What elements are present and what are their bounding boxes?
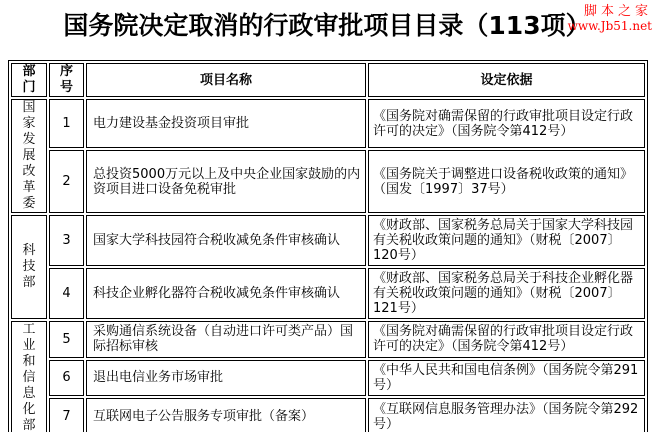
table-row: [11, 150, 645, 213]
basis-cell: 《中华人民共和国电信条例》（国务院令第291号）: [368, 360, 645, 397]
col-header-department: 部门: [11, 63, 47, 97]
table-row: [11, 268, 645, 319]
watermark-site-url: www.Jb51.net: [567, 19, 652, 33]
basis-cell: 《财政部、国家税务总局关于国家大学科技园有关税收政策问题的通知》（财税〔2007〕120号）: [368, 215, 645, 266]
basis-cell: 《互联网信息服务管理办法》（国务院令第292号）: [368, 398, 645, 432]
col-header-project: 项目名称: [86, 63, 366, 97]
department-cell: 国家发展改革委: [11, 99, 47, 213]
page-title: 国务院决定取消的行政审批项目目录（113项）: [63, 11, 591, 40]
serial-cell: 5: [49, 321, 84, 358]
department-cell: 科技部: [11, 215, 47, 319]
table-row: [11, 215, 645, 266]
basis-cell: 《国务院对确需保留的行政审批项目设定行政许可的决定》（国务院令第412号）: [368, 99, 645, 148]
table-header-row: [11, 63, 645, 97]
table-row: [11, 360, 645, 397]
basis-cell: 《国务院关于调整进口设备税收政策的通知》（国发〔1997〕37号）: [368, 150, 645, 213]
table-row: [11, 99, 645, 148]
serial-cell: 1: [49, 99, 84, 148]
project-cell: 国家大学科技园符合税收减免条件审核确认: [86, 215, 366, 266]
serial-cell: 6: [49, 360, 84, 397]
project-cell: 总投资5000万元以上及中央企业国家鼓励的内资项目进口设备免税审批: [86, 150, 366, 213]
serial-cell: 4: [49, 268, 84, 319]
project-cell: 采购通信系统设备（自动进口许可类产品）国际招标审核: [86, 321, 366, 358]
table-row: [11, 398, 645, 432]
serial-cell: 7: [49, 398, 84, 432]
col-header-serial: 序号: [49, 63, 84, 97]
serial-cell: 3: [49, 215, 84, 266]
project-cell: 互联网电子公告服务专项审批（备案）: [86, 398, 366, 432]
col-header-basis: 设定依据: [368, 63, 645, 97]
project-cell: 退出电信业务市场审批: [86, 360, 366, 397]
watermark: [568, 4, 652, 34]
table-row: [11, 321, 645, 358]
basis-cell: 《财政部、国家税务总局关于科技企业孵化器有关税收政策问题的通知》（财税〔2007〕121号）: [368, 268, 645, 319]
department-cell: 工业和信息化部: [11, 321, 47, 432]
project-cell: 电力建设基金投资项目审批: [86, 99, 366, 148]
project-cell: 科技企业孵化器符合税收减免条件审核确认: [86, 268, 366, 319]
watermark-site-name: 脚本之家: [583, 4, 652, 19]
basis-cell: 《国务院对确需保留的行政审批项目设定行政许可的决定》（国务院令第412号）: [368, 321, 645, 358]
approval-items-table: [8, 60, 648, 432]
serial-cell: 2: [49, 150, 84, 213]
